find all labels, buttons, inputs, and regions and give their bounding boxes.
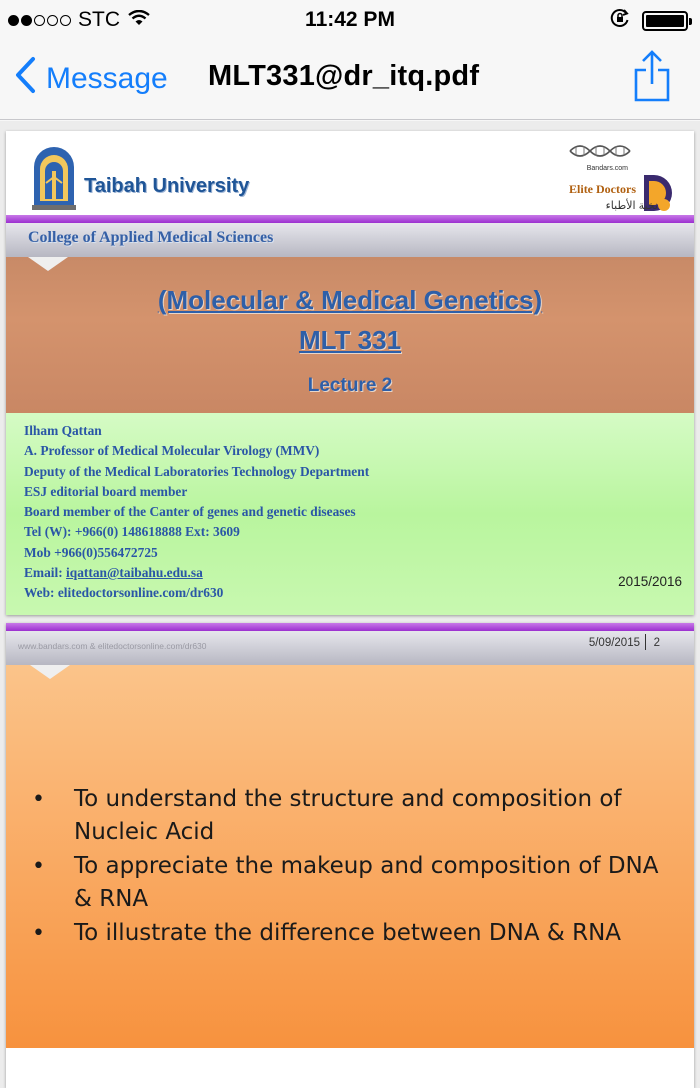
battery-icon [642,11,688,31]
watermark: www.bandars.com & elitedoctorsonline.com/dr630 [18,641,207,651]
elite-site-label: Bandars.com [586,165,628,172]
orientation-lock-icon [610,8,630,33]
purple-divider [6,623,694,631]
list-item: • To understand the structure and composition of Nucleic Acid [32,783,672,849]
slide-1 [6,131,694,615]
purple-divider [6,215,694,223]
dna-icon [570,146,630,156]
presenter-web: Web: elitedoctorsonline.com/dr630 [24,585,224,601]
email-link[interactable]: iqattan@taibahu.edu.sa [66,565,203,581]
document-title: MLT331@dr_itq.pdf [208,60,480,92]
pdf-viewer[interactable] [0,121,700,1088]
back-chevron-icon [14,56,36,102]
presenter-tel: Tel (W): +966(0) 148618888 Ext: 3609 [24,524,240,540]
college-name: College of Applied Medical Sciences [28,229,274,246]
elite-doctors-name: Elite Doctors [569,182,636,196]
status-time: 11:42 PM [305,8,395,31]
battery-level [646,15,684,27]
share-button[interactable] [634,50,670,107]
footer-divider [645,634,646,650]
share-icon [634,89,670,106]
presenter-board: ESJ editorial board member [24,483,188,499]
presenter-mobile: Mob +966(0)556472725 [24,544,158,560]
objectives-list [32,783,672,951]
carrier-name: STC [78,8,120,31]
list-item: • To appreciate the makeup and composition of DNA & RNA [32,850,672,916]
slide-2 [6,623,694,1088]
presenter-info [24,421,369,604]
elite-arabic-name: نخبة الأطباء [605,200,658,212]
academic-year: 2015/2016 [618,574,682,589]
presenter-email-line [24,563,369,583]
slide-footer [6,1048,694,1088]
back-button-label: Message [46,62,168,95]
course-code: MLT 331 [298,325,402,355]
presenter-name: Ilham Qattan [24,423,102,438]
presenter-role: Deputy of the Medical Laboratories Technology Department [24,463,370,479]
status-right [610,8,688,33]
page-number: 2 [653,637,660,649]
list-item: • To illustrate the difference between DNA & RNA [32,917,672,950]
band-notch [30,665,70,679]
course-title: (Molecular & Medical Genetics) [157,285,543,315]
band-notch [28,257,68,271]
presenter-title: A. Professor of Medical Molecular Virology (MMV) [24,443,320,459]
status-bar [0,0,700,40]
university-name: Taibah University [84,175,250,197]
email-label: Email: [24,565,67,581]
navigation-bar [0,40,700,120]
presenter-membership: Board member of the Canter of genes and genetic diseases [24,504,356,520]
lecture-number: Lecture 2 [307,375,393,396]
taibah-university-logo [30,141,78,216]
footer-date: 5/09/2015 [588,637,640,649]
back-button[interactable] [14,56,168,102]
